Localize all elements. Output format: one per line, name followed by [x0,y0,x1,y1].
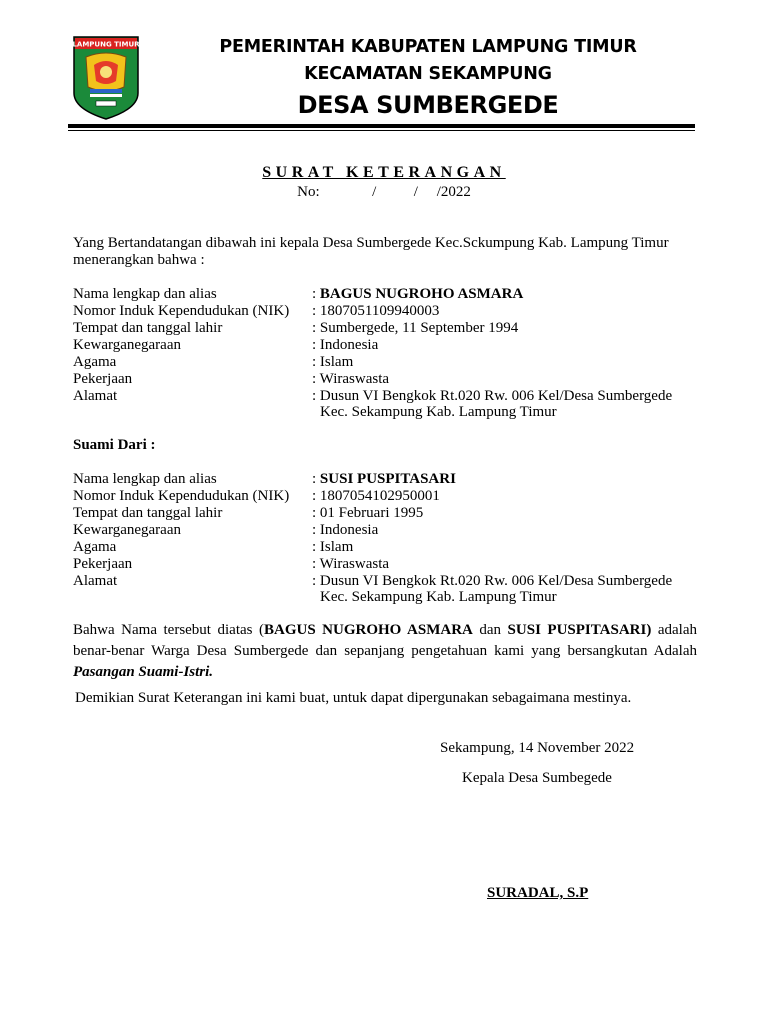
field-label: Tempat dan tanggal lahir [73,505,223,521]
document-title: SURAT KETERANGAN [262,164,506,181]
statement-prefix: Bahwa Nama tersebut diatas ( [73,622,264,638]
field-value: : 1807054102950001 [312,488,440,504]
header-divider-thin [68,130,695,131]
signatory-name: SURADAL, S.P [487,885,589,901]
religion-value: Islam [319,354,354,370]
field-label: Tempat dan tanggal lahir [73,320,223,336]
birth-value: Sumbergede, 11 September 1994 [319,320,519,336]
field-value: : Wiraswasta [312,556,390,572]
field-label: Agama [73,539,117,555]
statement-paragraph [73,620,697,683]
religion-value: Islam [319,539,354,555]
occupation-value: Wiraswasta [319,371,390,387]
field-value: : SUSI PUSPITASARI [312,471,456,487]
nik-value: 1807054102950001 [319,488,440,504]
address-continuation: Kec. Sekampung Kab. Lampung Timur [320,589,557,605]
address-value: Dusun VI Bengkok Rt.020 Rw. 006 Kel/Desa Sumbergede [319,388,673,404]
header-district: KECAMATAN SEKAMPUNG [304,64,552,84]
field-label: Kewarganegaraan [73,522,181,538]
field-value: : 01 Februari 1995 [312,505,424,521]
section-heading: Suami Dari : [73,437,156,453]
occupation-value: Wiraswasta [319,556,390,572]
field-label: Alamat [73,388,118,404]
field-label: Kewarganegaraan [73,337,181,353]
signature-place-date: Sekampung, 14 November 2022 [440,740,635,756]
birth-value: 01 Februari 1995 [319,505,424,521]
document-number: No: / / /2022 [297,184,471,200]
field-value: : Indonesia [312,337,379,353]
intro-line-1: Yang Bertandatangan dibawah ini kepala Desa Sumbergede Kec.Sckumpung Kab. Lampung Timur [73,235,669,251]
field-value: : Dusun VI Bengkok Rt.020 Rw. 006 Kel/Desa Sumbergede [312,573,673,589]
field-label: Pekerjaan [73,371,133,387]
name-value: BAGUS NUGROHO ASMARA [319,286,524,302]
field-label: Nama lengkap dan alias [73,286,217,302]
header-divider-thick [68,124,695,128]
field-label: Agama [73,354,117,370]
field-value: : Islam [312,354,354,370]
citizenship-value: Indonesia [319,337,379,353]
field-value: : 1807051109940003 [312,303,440,319]
statement-relation: Pasangan Suami-Istri. [73,664,214,680]
signature-position: Kepala Desa Sumbegede [462,770,612,786]
statement-middle: adalah benar-benar Warga Desa Sumbergede dan sepanjang pengetahuan kami yang bersangkutan Adalah [73,622,697,659]
field-label: Nomor Induk Kependudukan (NIK) [73,488,290,504]
intro-line-2: menerangkan bahwa : [73,252,205,268]
regency-emblem-logo [72,35,140,121]
field-value: : Dusun VI Bengkok Rt.020 Rw. 006 Kel/Desa Sumbergede [312,388,673,404]
address-value: Dusun VI Bengkok Rt.020 Rw. 006 Kel/Desa Sumbergede [319,573,673,589]
statement-conj: dan [472,622,508,638]
name-value: SUSI PUSPITASARI [319,471,456,487]
header-village: DESA SUMBERGEDE [297,91,559,119]
address-continuation: Kec. Sekampung Kab. Lampung Timur [320,404,557,420]
statement-name1: BAGUS NUGROHO ASMARA [263,622,473,638]
field-label: Nama lengkap dan alias [73,471,217,487]
citizenship-value: Indonesia [319,522,379,538]
field-value: : BAGUS NUGROHO ASMARA [312,286,524,302]
header-government: PEMERINTAH KABUPATEN LAMPUNG TIMUR [219,37,637,57]
logo-text: LAMPUNG TIMUR [72,40,140,49]
field-value: : Indonesia [312,522,379,538]
field-label: Alamat [73,573,118,589]
field-value: : Wiraswasta [312,371,390,387]
field-label: Nomor Induk Kependudukan (NIK) [73,303,290,319]
closing-sentence: Demikian Surat Keterangan ini kami buat, untuk dapat dipergunakan sebagaimana mestinya. [75,690,632,706]
field-value: : Islam [312,539,354,555]
field-label: Pekerjaan [73,556,133,572]
field-value: : Sumbergede, 11 September 1994 [312,320,519,336]
nik-value: 1807051109940003 [319,303,440,319]
statement-name2: SUSI PUSPITASARI) [507,622,652,638]
